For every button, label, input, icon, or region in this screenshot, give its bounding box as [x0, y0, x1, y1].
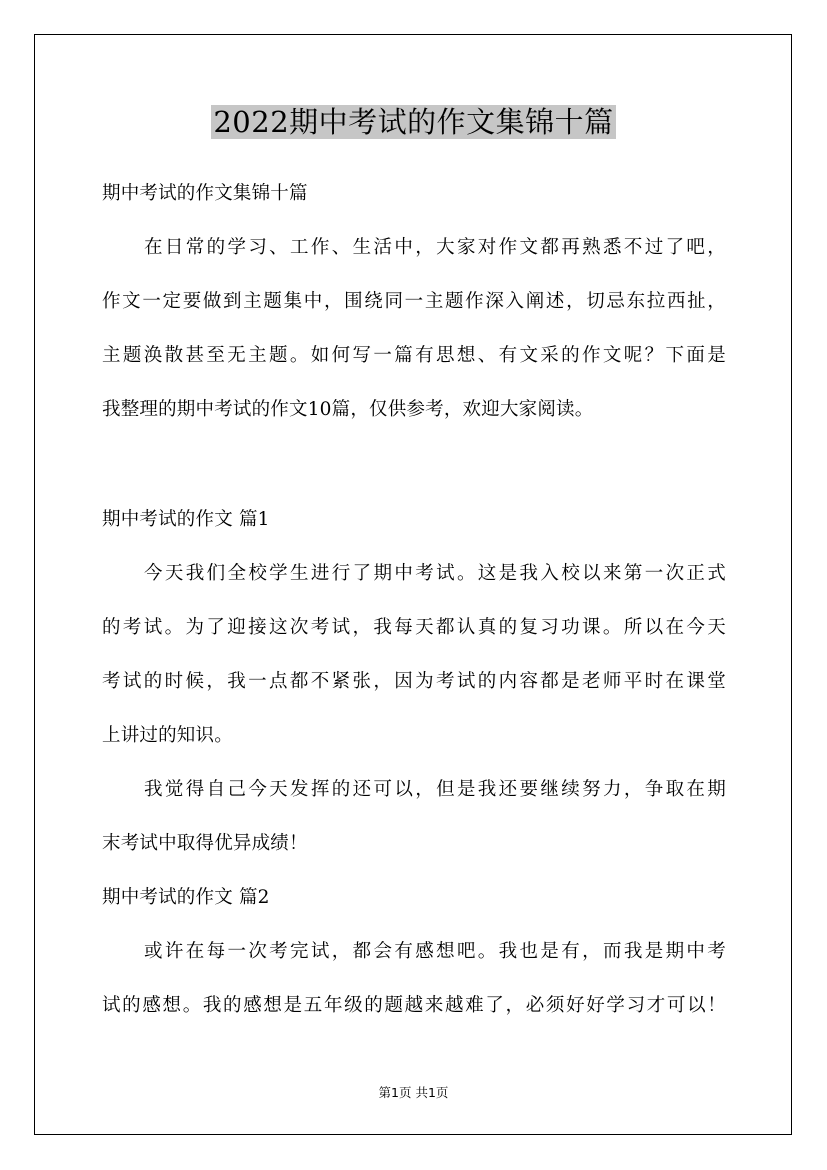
intro-line-2: 作文一定要做到主题集中，围绕同一主题作深入阐述，切忌东拉西扯，: [102, 291, 726, 312]
intro-line-3: 主题涣散甚至无主题。如何写一篇有思想、有文采的作文呢？下面是: [102, 345, 726, 366]
intro-line-4: 我整理的期中考试的作文10篇，仅供参考，欢迎大家阅读。: [102, 399, 594, 420]
subtitle: 期中考试的作文集锦十篇: [102, 183, 308, 204]
section-1-para-2-line-1: 我觉得自己今天发挥的还可以，但是我还要继续努力，争取在期: [144, 779, 726, 800]
intro-line-1: 在日常的学习、工作、生活中，大家对作文都再熟悉不过了吧，: [144, 237, 726, 258]
section-1-para-1-line-3: 考试的时候，我一点都不紧张，因为考试的内容都是老师平时在课堂: [102, 671, 726, 692]
section-1-para-1-line-4: 上讲过的知识。: [102, 725, 233, 746]
page-footer: 第1页 共1页: [378, 1085, 449, 1100]
document-title-text: 2022期中考试的作文集锦十篇: [213, 105, 614, 139]
section-1-para-1-line-1: 今天我们全校学生进行了期中考试。这是我入校以来第一次正式: [144, 563, 726, 584]
section-2-para-1-line-2: 试的感想。我的感想是五年级的题越来越难了，必须好好学习才可以！: [102, 995, 726, 1016]
section-1-para-1-line-2: 的考试。为了迎接这次考试，我每天都认真的复习功课。所以在今天: [102, 617, 726, 638]
section-1-heading: 期中考试的作文 篇1: [102, 509, 270, 530]
section-1-para-2-line-2: 末考试中取得优异成绩！: [102, 833, 308, 854]
document-title: [0, 100, 827, 144]
section-2-para-1-line-1: 或许在每一次考完试，都会有感想吧。我也是有，而我是期中考: [144, 941, 726, 962]
section-2-heading: 期中考试的作文 篇2: [102, 887, 270, 908]
